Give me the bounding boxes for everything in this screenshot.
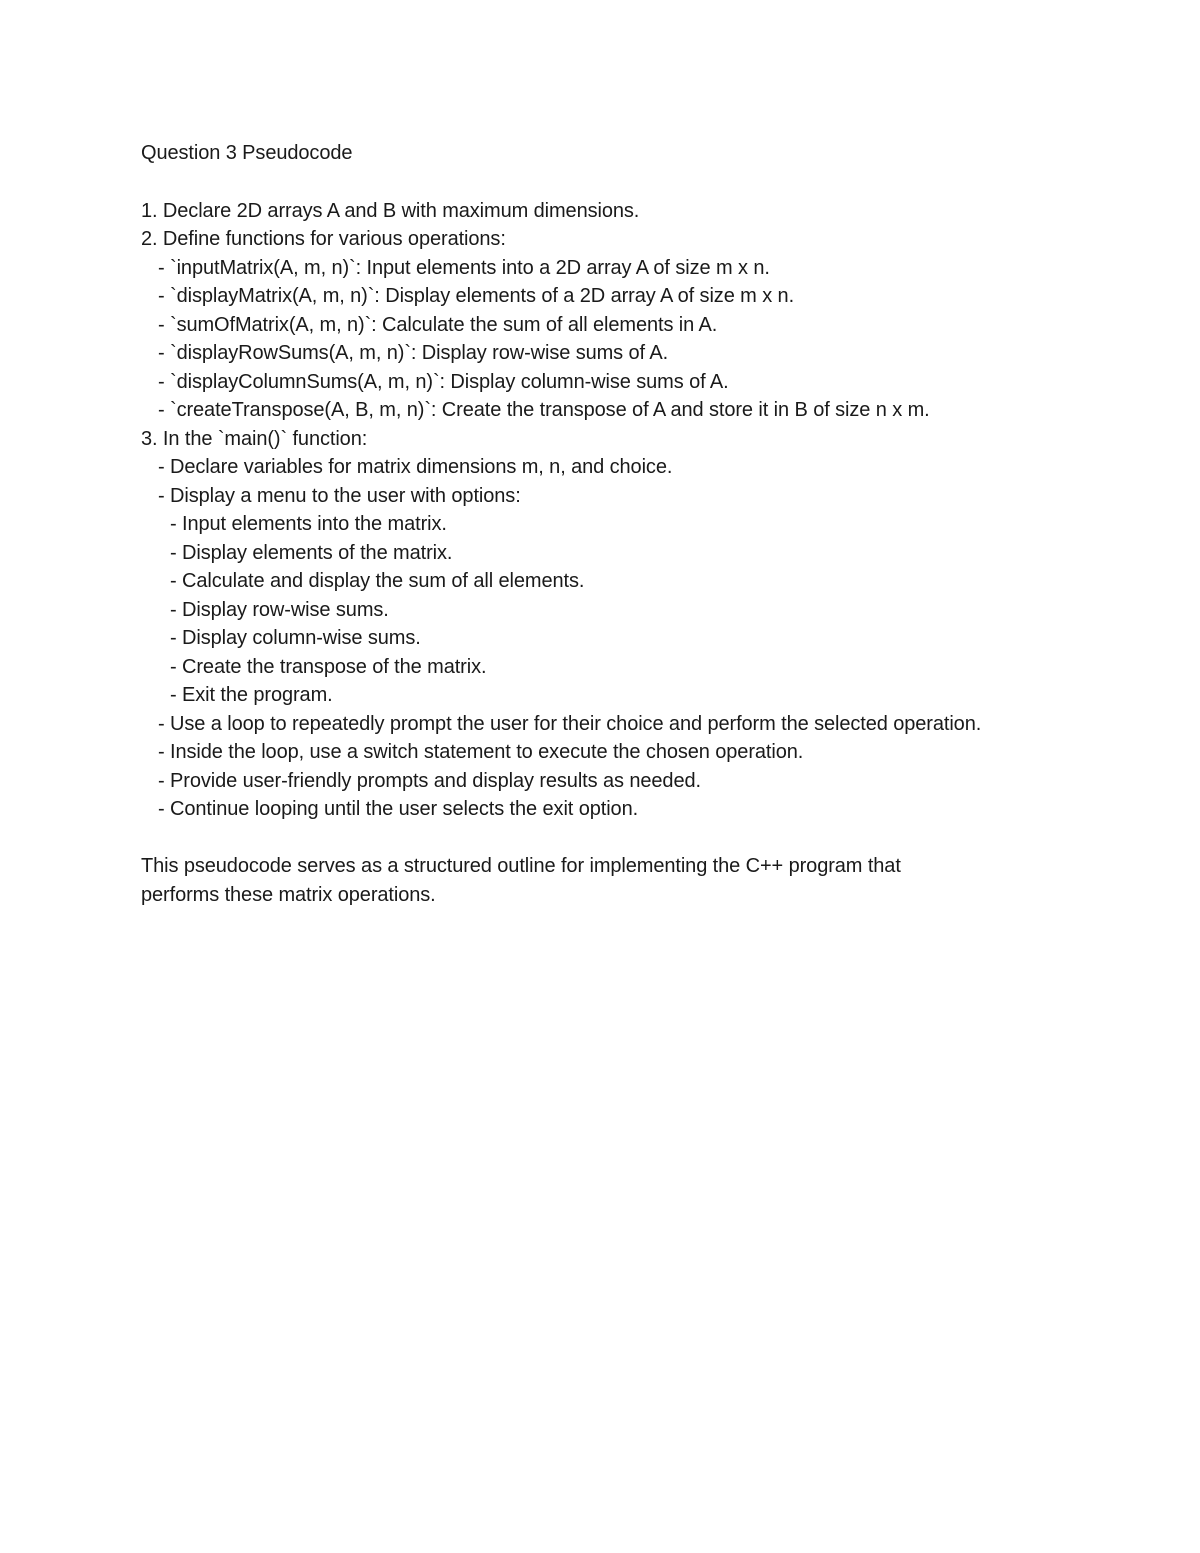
closing-line-2: performs these matrix operations. [141,883,436,906]
function-sum-of-matrix: - `sumOfMatrix(A, m, n)`: Calculate the sum of all elements in A. [158,313,718,336]
menu-option-exit: - Exit the program. [170,684,333,706]
menu-option-input: - Input elements into the matrix. [170,513,447,535]
main-continue-loop: - Continue looping until the user selects the exit option. [158,798,639,820]
menu-option-sum: - Calculate and display the sum of all elements. [170,570,585,592]
menu-option-row-sums: - Display row-wise sums. [170,598,389,621]
menu-option-column-sums: - Display column-wise sums. [170,627,421,649]
step-2: 2. Define functions for various operations: [141,228,506,250]
document-title: Question 3 Pseudocode [141,142,353,164]
function-input-matrix: - `inputMatrix(A, m, n)`: Input elements into a 2D array A of size m x n. [158,256,770,279]
main-prompts: - Provide user-friendly prompts and display results as needed. [158,769,701,792]
main-loop: - Use a loop to repeatedly prompt the user for their choice and perform the selected operation. [158,712,982,735]
step-1: 1. Declare 2D arrays A and B with maximum dimensions. [141,199,640,222]
main-display-menu: - Display a menu to the user with options: [158,484,521,507]
paragraph-spacer [141,824,1081,853]
function-display-matrix: - `displayMatrix(A, m, n)`: Display elements of a 2D array A of size m x n. [158,285,795,307]
main-declare-variables: - Declare variables for matrix dimensions m, n, and choice. [158,456,673,478]
menu-option-transpose: - Create the transpose of the matrix. [170,655,487,678]
function-create-transpose: - `createTranspose(A, B, m, n)`: Create the transpose of A and store it in B of size n x m. [158,399,930,421]
document-body [141,139,1081,909]
closing-line-1: This pseudocode serves as a structured outline for implementing the C++ program that [141,855,901,877]
main-switch: - Inside the loop, use a switch statement to execute the chosen operation. [158,741,804,763]
step-3: 3. In the `main()` function: [141,427,368,450]
function-display-column-sums: - `displayColumnSums(A, m, n)`: Display column-wise sums of A. [158,370,729,393]
function-display-row-sums: - `displayRowSums(A, m, n)`: Display row-wise sums of A. [158,342,669,364]
menu-option-display: - Display elements of the matrix. [170,541,453,564]
